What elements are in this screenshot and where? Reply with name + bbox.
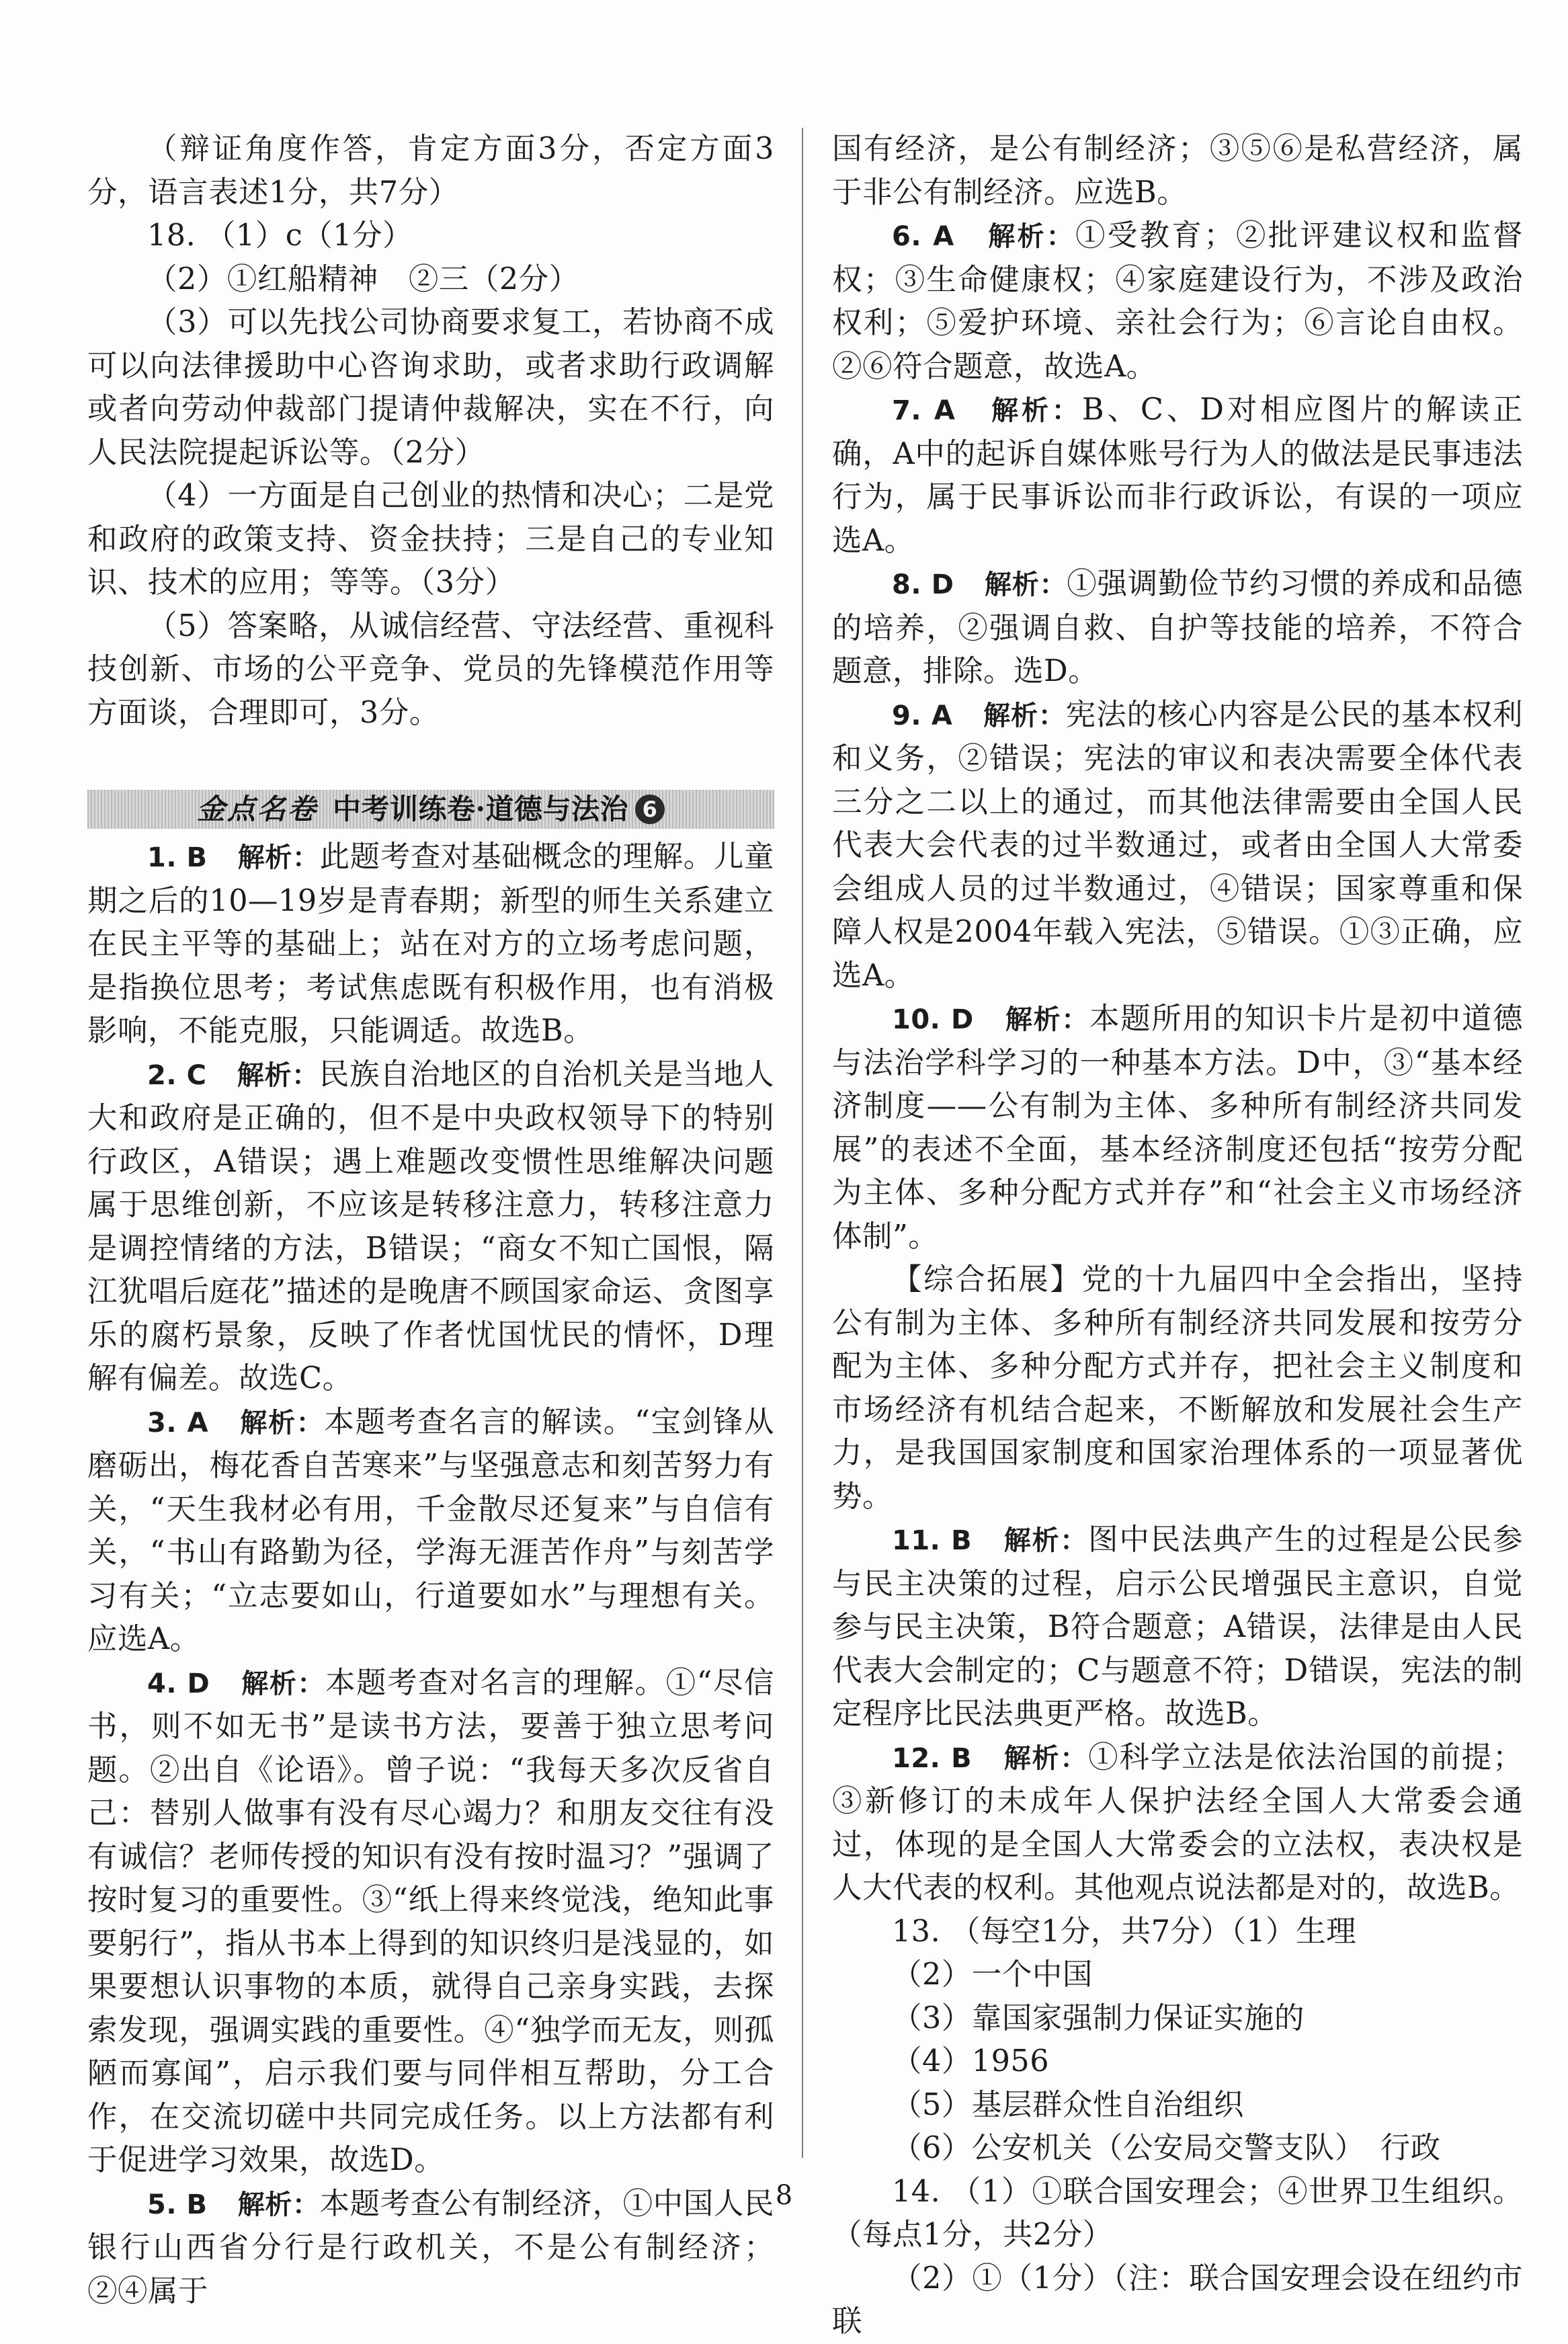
answer-18-2: （2）①红船精神 ②三（2分） [147, 261, 579, 296]
right-column [832, 128, 1523, 2344]
question-number: 4. D [147, 1668, 210, 1699]
question-number: 7. A [892, 395, 956, 426]
answer-18-4: （4）一方面是自己创业的热情和决心；二是党和政府的政策支持、资金扶持；三是自己的专业知识、技术的应用；等等。（3分） [87, 479, 774, 600]
brand-logo: 金点名卷 [196, 792, 318, 825]
answer-8 [832, 563, 1523, 694]
answer-18-1: 18. （1）c（1分） [147, 218, 413, 253]
answer-6 [832, 214, 1523, 389]
answer-3 [87, 1401, 774, 1662]
analysis-label: 解析： [240, 1407, 325, 1439]
analysis-text: ①强调勤俭节约习惯的养成和品德的培养，②强调自救、自护等技能的培养，不符合题意，排除。选D。 [832, 567, 1523, 688]
answer-12 [832, 1736, 1523, 1910]
analysis-text: 此题考查对基础概念的理解。儿童期之后的10—19岁是青春期；新型的师生关系建立在民主平等的基础上；站在对方的立场考虑问题，是指换位思考；考试焦虑既有积极作用，也有消极影响，不能克服，只能调适。故选B。 [87, 840, 774, 1048]
analysis-text: 图中民法典产生的过程是公民参与民主决策的过程，启示公民增强民主意识，自觉参与民主决策，B符合题意；A错误，法律是由人民代表大会制定的；C与题意不符；D错误，宪法的制定程序比民法典更严格。故选B。 [832, 1523, 1523, 1731]
question-number: 11. B [892, 1525, 973, 1556]
analysis-label: 解析： [983, 700, 1066, 731]
answer-9 [832, 694, 1523, 998]
analysis-label: 解析： [237, 842, 320, 873]
column-divider [802, 128, 803, 2158]
analysis-text: 本题所用的知识卡片是初中道德与法治学科学习的一种基本方法。D中，③“基本经济制度——公有制为主体、多种所有制经济共同发展”的表述不全面，基本经济制度还包括“按劳分配为主体、多种分配方式并存”和“社会主义市场经济体制”。 [832, 1002, 1523, 1254]
answer-13-2: （2）一个中国 [892, 1957, 1093, 1992]
analysis-label: 解析： [991, 395, 1082, 426]
analysis-text: 宪法的核心内容是公民的基本权利和义务，②错误；宪法的审议和表决需要全体代表三分之二以上的通过，而其他法律需要由全国人民代表大会代表的过半数通过，或者由全国人大常委会组成人员的过半数通过，④错误；国家尊重和保障人权是2004年载入宪法，⑤错误。①③正确，应选A。 [832, 697, 1523, 993]
analysis-text: ①受教育；②批评建议权和监督权；③生命健康权；④家庭建设行为，不涉及政治权利；⑤爱护环境、亲社会行为；⑥言论自由权。②⑥符合题意，故选A。 [832, 218, 1523, 384]
analysis-label: 解析： [984, 569, 1067, 600]
left-column [87, 128, 774, 2313]
answer-2 [87, 1053, 774, 1401]
section-title: 中考训练卷·道德与法治 [332, 792, 629, 825]
question-number: 1. B [147, 842, 208, 873]
analysis-label: 解析： [1003, 1525, 1089, 1556]
answer-14-1: 14. （1）①联合国安理会；④世界卫生组织。（每点1分，共2分） [832, 2174, 1523, 2252]
analysis-label: 解析： [988, 221, 1076, 252]
question-number: 5. B [147, 2189, 208, 2220]
answer-18-3: （3）可以先找公司协商要求复工，若协商不成可以向法律援助中心咨询求助，或者求助行政调解或者向劳动仲裁部门提请仲裁解决，实在不行，向人民法院提起诉讼等。（2分） [87, 305, 774, 470]
analysis-label: 解析： [237, 1059, 319, 1091]
section-header [87, 790, 774, 829]
analysis-text: ①科学立法是依法治国的前提；③新修订的未成年人保护法经全国人大常委会通过，体现的是全国人大常委会的立法权，表决权是人大代表的权利。其他观点说法都是对的，故选B。 [832, 1740, 1523, 1905]
analysis-text: 本题考查公有制经济，①中国人民银行山西省分行是行政机关，不是公有制经济；②④属于 [87, 2186, 774, 2308]
analysis-label: 解析： [241, 1668, 325, 1699]
analysis-label: 解析： [1005, 1004, 1089, 1035]
answer-18-5: （5）答案略，从诚信经营、守法经营、重视科技创新、市场的公平竞争、党员的先锋模范作用等方面谈，合理即可，3分。 [87, 608, 774, 730]
question-number: 3. A [147, 1407, 209, 1439]
answer-5-continued: 国有经济，是公有制经济；③⑤⑥是私营经济，属于非公有制经济。应选B。 [832, 132, 1523, 210]
exam-number-badge: 6 [635, 795, 665, 824]
answer-10 [832, 998, 1523, 1258]
analysis-label: 解析： [1003, 1742, 1089, 1774]
page-number: 8 [775, 2180, 793, 2211]
answer-13-4: （4）1956 [892, 2044, 1050, 2078]
section-gap [87, 735, 774, 790]
comprehensive-expansion: 【综合拓展】党的十九届四中全会指出，坚持公有制为主体、多种所有制经济共同发展和按劳分配为主体、多种分配方式并存，把社会主义制度和市场经济有机结合起来，不断解放和发展社会生产力，是我国国家制度和国家治理体系的一项显著优势。 [832, 1262, 1523, 1514]
answer-paragraph: （辩证角度作答，肯定方面3分，否定方面3分，语言表述1分，共7分） [87, 132, 774, 210]
question-number: 2. C [147, 1059, 207, 1091]
answer-13-header: 13. （每空1分，共7分）（1）生理 [892, 1914, 1357, 1949]
question-number: 8. D [892, 569, 954, 600]
analysis-text: B、C、D对相应图片的解读正确，A中的起诉自媒体账号行为人的做法是民事违法行为，属于民事诉讼而非行政诉讼，有误的一项应选A。 [832, 393, 1523, 558]
answer-13-5: （5）基层群众性自治组织 [892, 2087, 1244, 2122]
question-number: 12. B [892, 1742, 973, 1774]
answer-11 [832, 1519, 1523, 1736]
answer-13-3: （3）靠国家强制力保证实施的 [892, 2001, 1305, 2035]
answer-14-2: （2）①（1分）（注：联合国安理会设在纽约市联 [832, 2261, 1523, 2339]
answer-1 [87, 836, 774, 1053]
question-number: 10. D [892, 1004, 974, 1035]
answer-7 [832, 389, 1523, 563]
analysis-text: 民族自治地区的自治机关是当地人大和政府是正确的，但不是中央政权领导下的特别行政区，A错误；遇上难题改变惯性思维解决问题属于思维创新，不应该是转移注意力，转移注意力是调控情绪的方法，B错误；“商女不知亡国恨，隔江犹唱后庭花”描述的是晚唐不顾国家命运、贪图享乐的腐朽景象，反映了作者忧国忧民的情怀，D理解有偏差。故选C。 [87, 1057, 774, 1396]
analysis-label: 解析： [237, 2189, 320, 2220]
question-number: 6. A [892, 221, 954, 252]
analysis-text: 本题考查名言的解读。“宝剑锋从磨砺出，梅花香自苦寒来”与坚强意志和刻苦努力有关，“天生我材必有用，千金散尽还复来”与自信有关，“书山有路勤为径，学海无涯苦作舟”与刻苦学习有关；“立志要如山，行道要如水”与理想有关。应选A。 [87, 1404, 774, 1656]
analysis-text: 本题考查对名言的理解。①“尽信书，则不如无书”是读书方法，要善于独立思考问题。②出自《论语》。曾子说：“我每天多次反省自己：替别人做事有没有尽心竭力？和朋友交往有没有诚信？老师传授的知识有没有按时温习？”强调了按时复习的重要性。③“纸上得来终觉浅，绝知此事要躬行”，指从书本上得到的知识终归是浅显的，如果要想认识事物的本质，就得自己亲身实践，去探索发现，强调实践的重要性。④“独学而无友，则孤陋而寡闻”，启示我们要与同伴相互帮助，分工合作，在交流切磋中共同完成任务。以上方法都有利于促进学习效果，故选D。 [87, 1665, 774, 2177]
answer-13-6: （6）公安机关（公安局交警支队） 行政 [892, 2131, 1441, 2165]
question-number: 9. A [892, 700, 953, 731]
answer-4 [87, 1662, 774, 2183]
